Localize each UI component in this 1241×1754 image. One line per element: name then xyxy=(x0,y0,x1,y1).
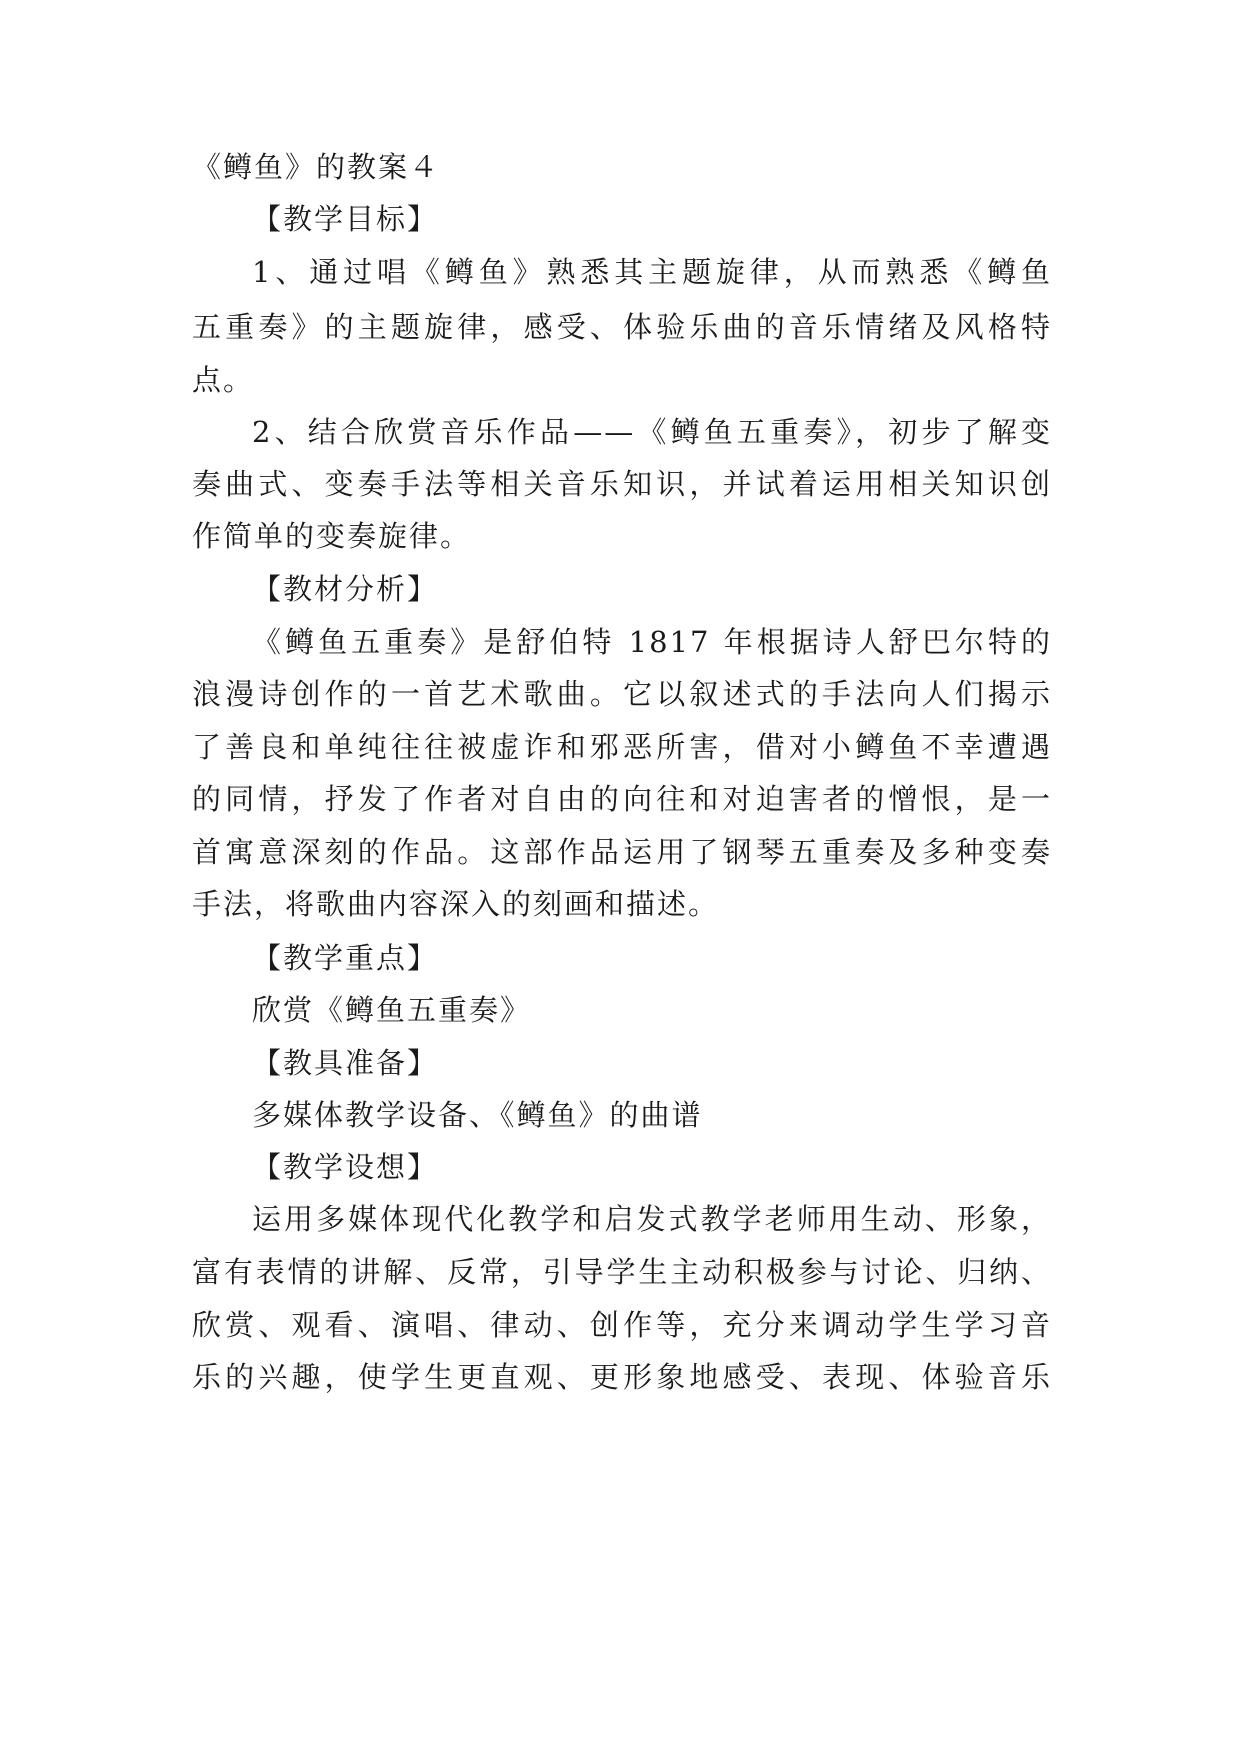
design-line-2: 富有表情的讲解、反常，引导学生主动积极参与讨论、归纳、 xyxy=(192,1255,1052,1289)
analysis-heading: 【教材分析】 xyxy=(252,572,439,606)
design-line-1: 运用多媒体现代化教学和启发式教学老师用生动、形象， xyxy=(252,1202,1052,1236)
focus-heading: 【教学重点】 xyxy=(252,941,439,975)
objective-1-line-1: 1、通过唱《鳟鱼》熟悉其主题旋律，从而熟悉《鳟鱼 xyxy=(252,255,1052,289)
analysis-line-3: 了善良和单纯往往被虚诈和邪恶所害，借对小鳟鱼不幸遭遇 xyxy=(192,730,1052,764)
objective-2-line-1: 2、结合欣赏音乐作品——《鳟鱼五重奏》，初步了解变 xyxy=(252,415,1052,449)
focus-text: 欣赏《鳟鱼五重奏》 xyxy=(252,993,532,1027)
analysis-line-1: 《鳟鱼五重奏》是舒伯特 1817 年根据诗人舒巴尔特的 xyxy=(252,625,1052,659)
design-line-4: 乐的兴趣，使学生更直观、更形象地感受、表现、体验音乐 xyxy=(192,1360,1052,1394)
document-title: 《鳟鱼》的教案４ xyxy=(192,150,441,184)
analysis-line-6: 手法，将歌曲内容深入的刻画和描述。 xyxy=(192,887,720,921)
analysis-line-4: 的同情，抒发了作者对自由的向往和对迫害者的憎恨，是一 xyxy=(192,782,1052,816)
objective-1-line-3: 点。 xyxy=(192,363,255,397)
tools-heading: 【教具准备】 xyxy=(252,1046,439,1080)
analysis-line-2: 浪漫诗创作的一首艺术歌曲。它以叙述式的手法向人们揭示 xyxy=(192,677,1052,711)
tools-text: 多媒体教学设备、《鳟鱼》的曲谱 xyxy=(252,1098,703,1132)
objective-2-line-3: 作简单的变奏旋律。 xyxy=(192,519,472,553)
objective-2-line-2: 奏曲式、变奏手法等相关音乐知识，并试着运用相关知识创 xyxy=(192,467,1052,501)
objectives-heading: 【教学目标】 xyxy=(252,202,439,236)
design-line-3: 欣赏、观看、演唱、律动、创作等，充分来调动学生学习音 xyxy=(192,1308,1052,1342)
design-heading: 【教学设想】 xyxy=(252,1150,439,1184)
objective-1-line-2: 五重奏》的主题旋律，感受、体验乐曲的音乐情绪及风格特 xyxy=(192,310,1052,344)
analysis-line-5: 首寓意深刻的作品。这部作品运用了钢琴五重奏及多种变奏 xyxy=(192,835,1052,869)
